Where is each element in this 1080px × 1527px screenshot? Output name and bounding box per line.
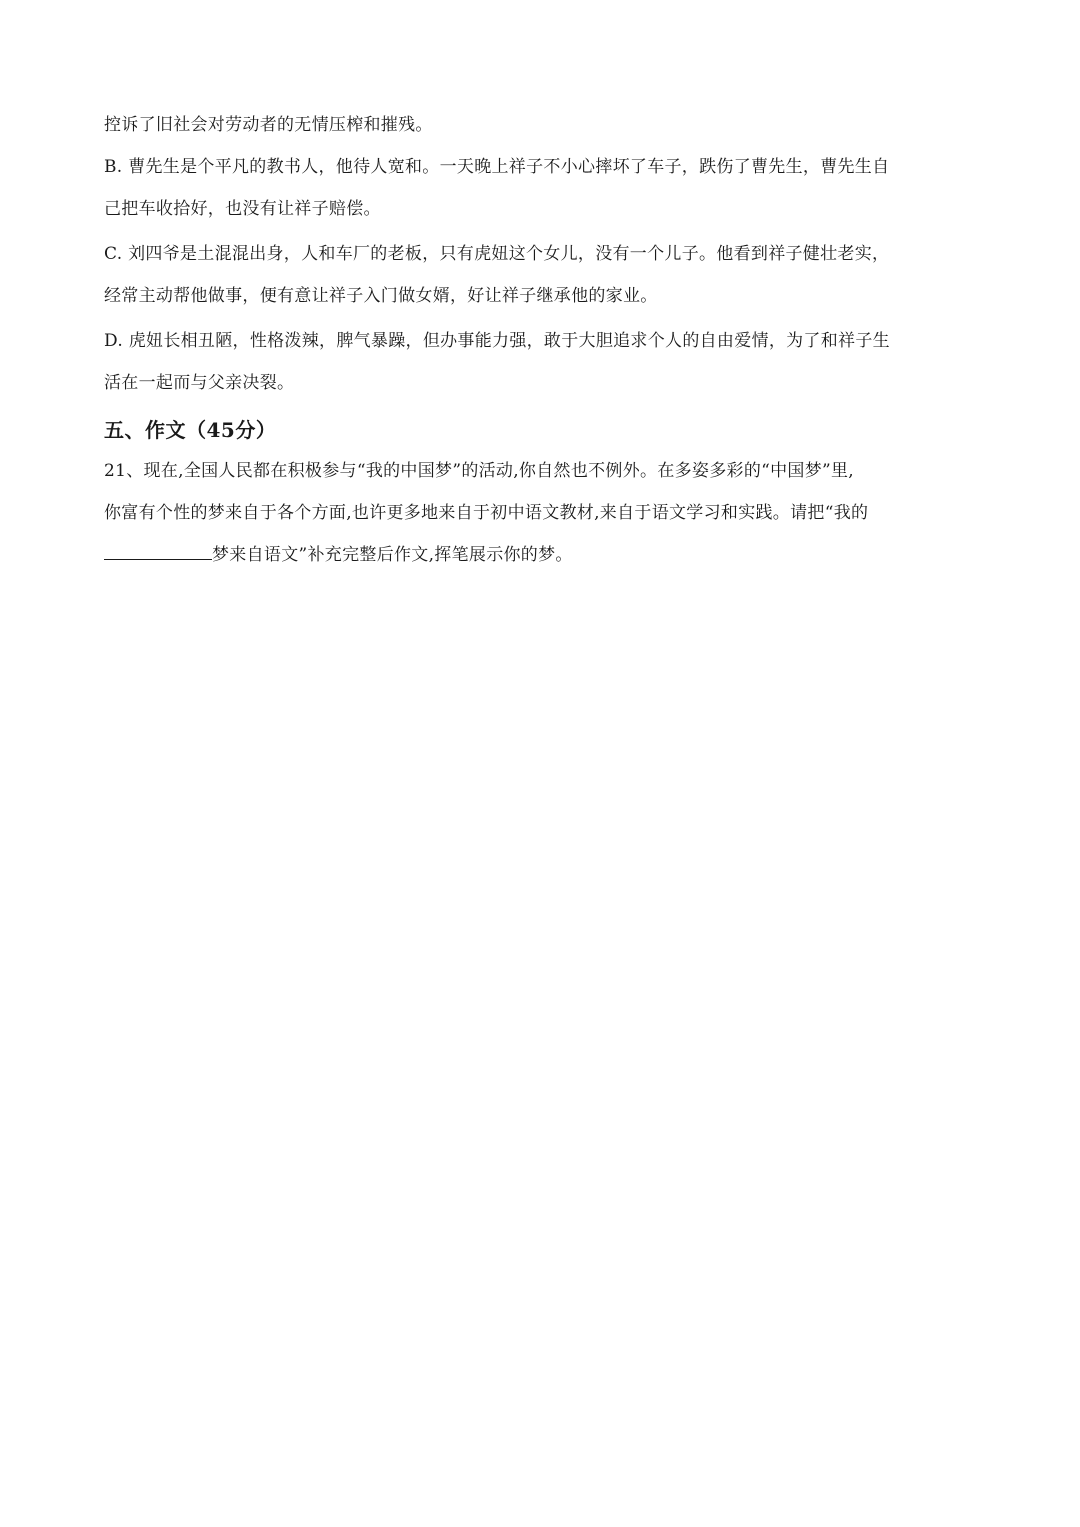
essay-question-line-3-text: 梦来自语文”补充完整后作文,挥笔展示你的梦。 bbox=[212, 545, 573, 565]
essay-question-line-2: 你富有个性的梦来自于各个方面,也许更多地来自于初中语文教材,来自于语文学习和实践。请把“我的 bbox=[104, 503, 869, 523]
essay-question-line-1: 21、现在,全国人民都在积极参与“我的中国梦”的活动,你自然也不例外。在多姿多彩的“中国梦”里, bbox=[104, 461, 855, 481]
option-b-line-1: B. 曹先生是个平凡的教书人，他待人宽和。一天晚上祥子不小心摔坏了车子，跌伤了曹先生，曹先生自 bbox=[104, 157, 890, 177]
option-c-line-1: C. 刘四爷是土混混出身，人和车厂的老板，只有虎妞这个女儿，没有一个儿子。他看到祥子健壮老实， bbox=[104, 244, 890, 264]
continuation-paragraph bbox=[104, 104, 984, 146]
option-d-line-2: 活在一起而与父亲决裂。 bbox=[104, 373, 295, 393]
essay-question-line-3 bbox=[104, 534, 984, 576]
option-d bbox=[104, 320, 984, 404]
option-b-line-2: 己把车收拾好，也没有让祥子赔偿。 bbox=[104, 199, 381, 219]
option-c bbox=[104, 233, 984, 317]
option-d-line-1: D. 虎妞长相丑陋，性格泼辣，脾气暴躁，但办事能力强，敢于大胆追求个人的自由爱情，为了和祥子生 bbox=[104, 331, 890, 351]
option-b bbox=[104, 146, 984, 230]
option-c-line-2: 经常主动帮他做事，便有意让祥子入门做女婿，好让祥子继承他的家业。 bbox=[104, 286, 658, 306]
section-heading: 五、作文（45分） bbox=[104, 418, 277, 442]
paragraph-line: 控诉了旧社会对劳动者的无情压榨和摧残。 bbox=[104, 115, 433, 135]
fill-in-blank bbox=[104, 539, 212, 560]
essay-question bbox=[104, 450, 984, 576]
